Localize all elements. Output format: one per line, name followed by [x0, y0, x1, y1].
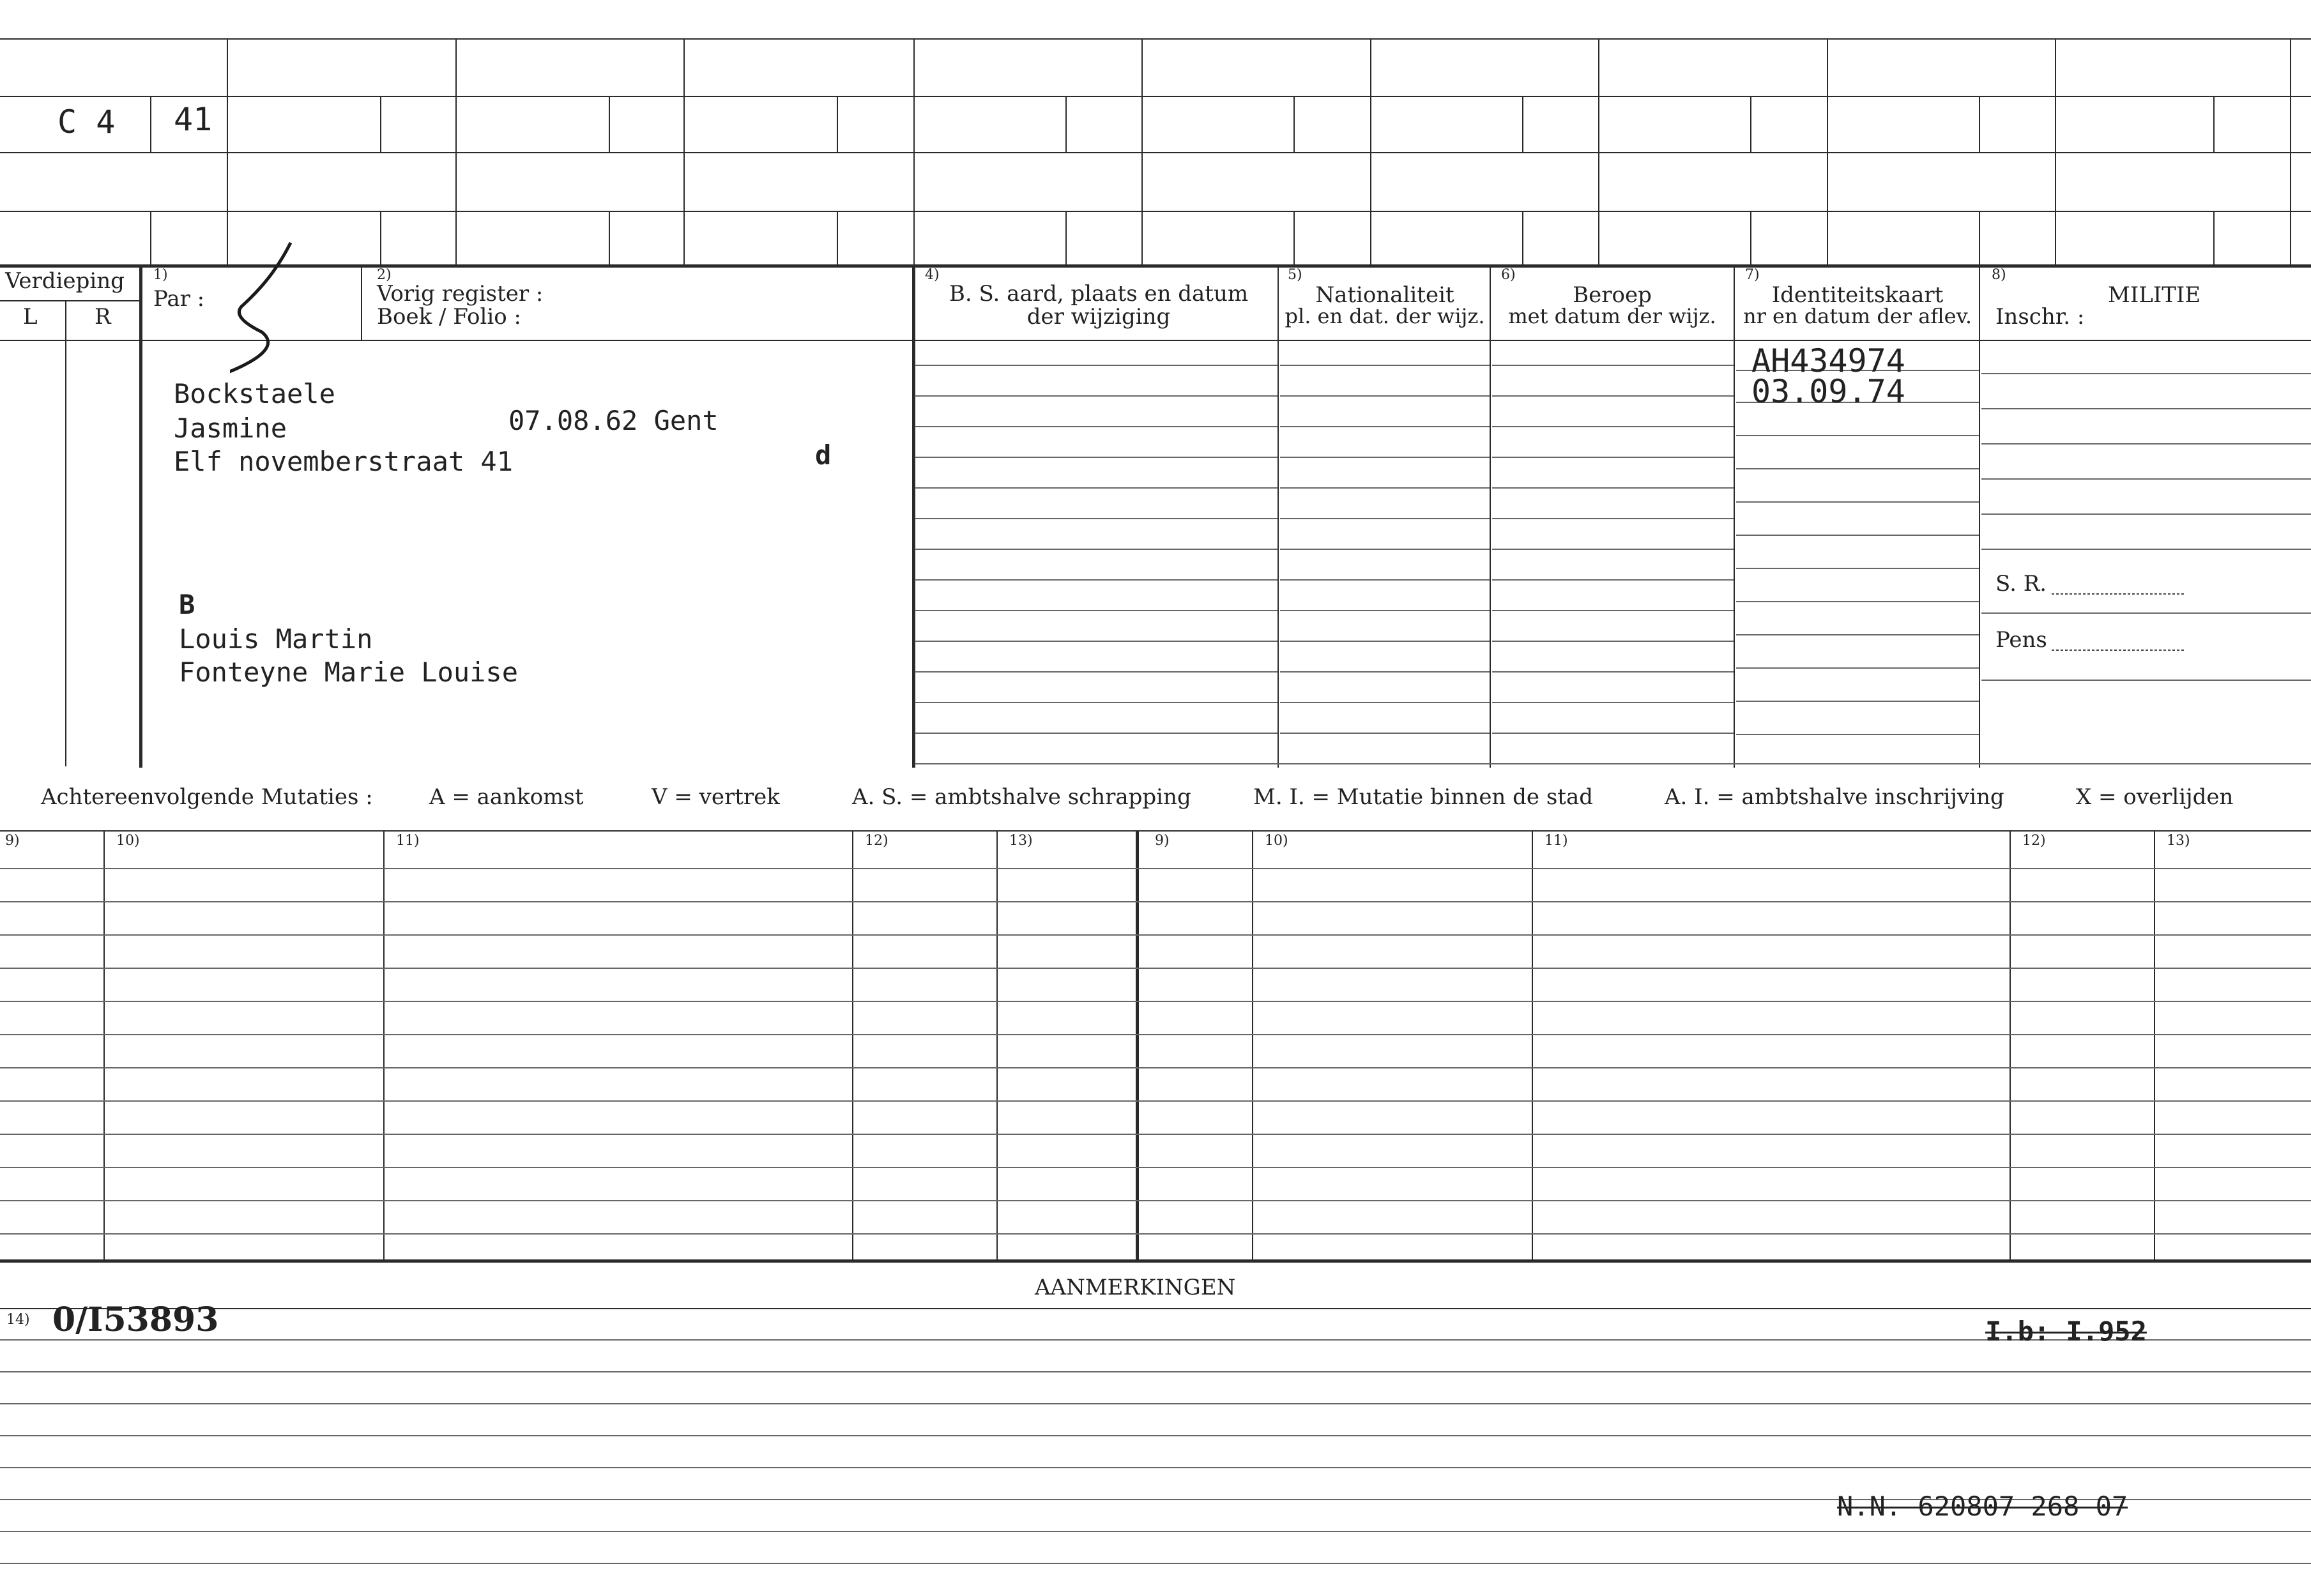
- legend-ambtshalve-schrapping: A. S. = ambtshalve schrapping: [852, 784, 1191, 810]
- mutaties-col-header: 11): [1544, 833, 1568, 849]
- nationaliteit-header-line1: Nationaliteit: [1315, 282, 1454, 308]
- remark-reference: 0/I53893: [52, 1300, 219, 1339]
- field-number-4: 4): [925, 267, 940, 283]
- legend-ambtshalve-inschrijving: A. I. = ambtshalve inschrijving: [1665, 784, 2004, 810]
- mutaties-col-header: 13): [2167, 833, 2190, 849]
- beroep-header-line2: met datum der wijz.: [1508, 304, 1716, 328]
- sr-label: S. R.: [1995, 571, 2047, 597]
- code-number: 41: [174, 101, 213, 138]
- mutaties-col-header: 9): [5, 833, 20, 849]
- person-mother: Fonteyne Marie Louise: [179, 657, 519, 688]
- beroep-header-line1: Beroep: [1573, 282, 1652, 308]
- field-number-2: 2): [377, 267, 392, 283]
- mutaties-col-header: 10): [116, 833, 140, 849]
- right-label: R: [95, 304, 111, 330]
- militie-label: MILITIE: [2108, 282, 2201, 308]
- field-number-1: 1): [153, 267, 168, 283]
- mutaties-col-header: 11): [396, 833, 420, 849]
- field-number-14: 14): [6, 1312, 30, 1328]
- identiteitskaart-header-line2: nr en datum der aflev.: [1743, 304, 1972, 328]
- remark-nn: N.N. 620807 268 07: [1837, 1491, 2128, 1522]
- vorig-register-label: Vorig register :: [377, 281, 544, 307]
- bs-header-line2: der wijziging: [1026, 304, 1171, 330]
- person-father: Louis Martin: [179, 623, 373, 655]
- verdieping-label: Verdieping: [5, 268, 125, 294]
- person-surname: Bockstaele: [174, 378, 335, 409]
- person-firstname: Jasmine: [174, 413, 287, 444]
- mutaties-col-header: 13): [1009, 833, 1033, 849]
- person-birth: 07.08.62 Gent: [508, 405, 719, 436]
- mutaties-label: Achtereenvolgende Mutaties :: [41, 784, 373, 810]
- field-number-6: 6): [1501, 267, 1516, 283]
- aanmerkingen-title: AANMERKINGEN: [1035, 1275, 1236, 1300]
- legend-aankomst: A = aankomst: [429, 784, 584, 810]
- field-number-5: 5): [1288, 267, 1302, 283]
- field-number-8: 8): [1992, 267, 2006, 283]
- legend-overlijden: X = overlijden: [2076, 784, 2234, 810]
- par-label: Par :: [153, 286, 205, 312]
- inschr-label: Inschr. :: [1995, 304, 2085, 330]
- identiteitskaart-header-line1: Identiteitskaart: [1771, 282, 1944, 308]
- left-label: L: [23, 304, 38, 330]
- mutaties-col-header: 9): [1155, 833, 1170, 849]
- id-card-number: AH434974: [1751, 342, 1905, 379]
- nationaliteit-header-line2: pl. en dat. der wijz.: [1285, 304, 1485, 328]
- code-c: C 4: [57, 103, 116, 141]
- mutaties-col-header: 10): [1265, 833, 1288, 849]
- person-address: Elf novemberstraat 41: [174, 446, 514, 477]
- id-card-date: 03.09.74: [1751, 373, 1905, 410]
- mutaties-col-header: 12): [865, 833, 889, 849]
- field-number-7: 7): [1745, 267, 1760, 283]
- person-mark: d: [815, 439, 832, 471]
- pens-label: Pens: [1995, 627, 2047, 653]
- legend-mutatie-binnen-stad: M. I. = Mutatie binnen de stad: [1253, 784, 1593, 810]
- remark-ib: I.b: I.952: [1985, 1316, 2147, 1347]
- person-b: B: [179, 589, 195, 620]
- mutaties-col-header: 12): [2022, 833, 2046, 849]
- boek-folio-label: Boek / Folio :: [377, 304, 521, 330]
- legend-vertrek: V = vertrek: [652, 784, 780, 810]
- bs-header-line1: B. S. aard, plaats en datum: [949, 281, 1249, 307]
